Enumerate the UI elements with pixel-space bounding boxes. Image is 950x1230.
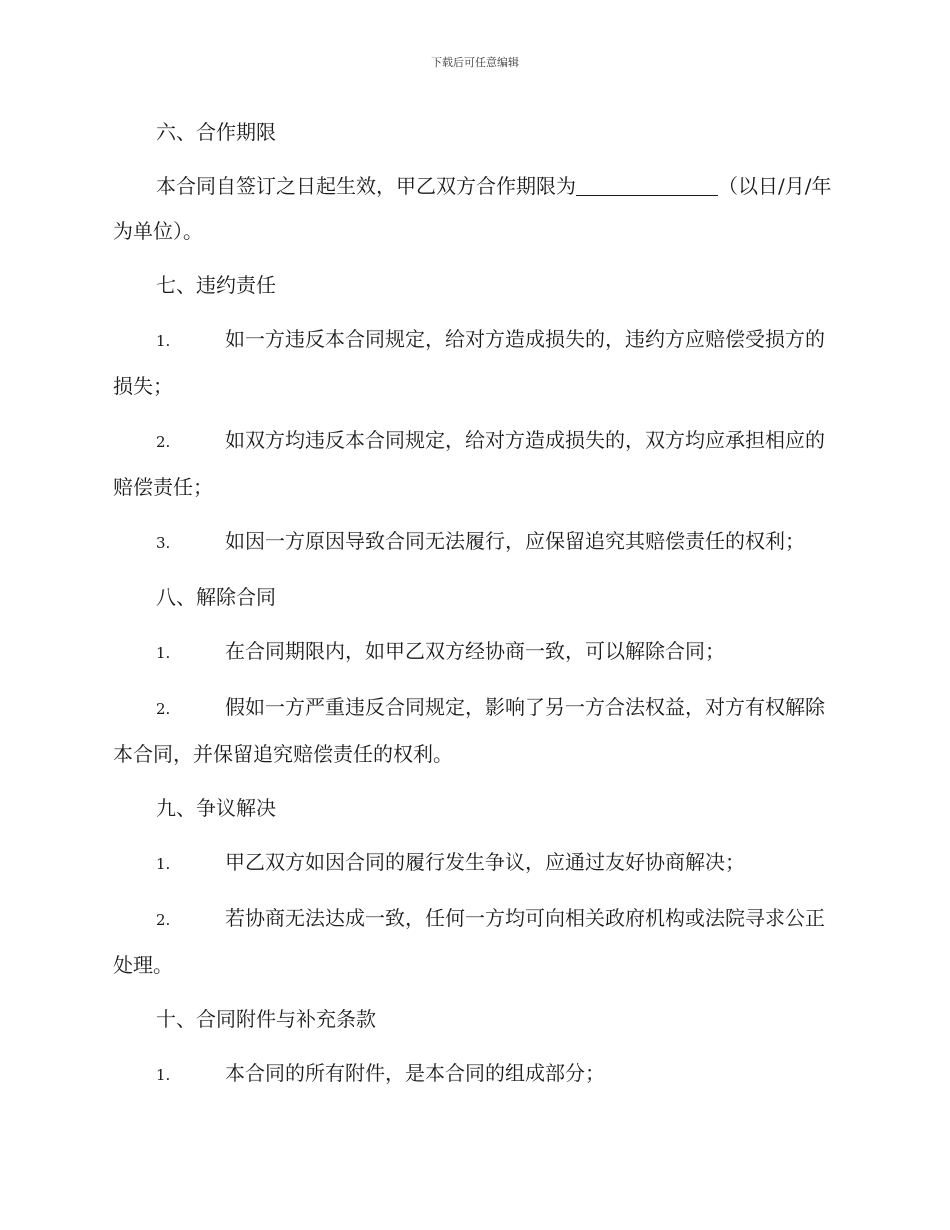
item-number: 3. (156, 534, 171, 552)
list-item (113, 418, 838, 510)
list-item (113, 317, 838, 409)
item-text: 本合同的所有附件，是本合同的组成部分； (225, 1061, 605, 1085)
item-number: 1. (156, 644, 171, 662)
list-item (113, 519, 838, 566)
section-heading-term: 六、合作期限 (156, 120, 276, 144)
document-body (113, 110, 838, 1107)
section-heading-breach: 七、违约责任 (156, 273, 276, 297)
list-item (113, 840, 838, 887)
item-text: 若协商无法达成一致，任何一方均可向相关政府机构或法院寻求公正处理。 (113, 906, 825, 977)
term-blank-field[interactable] (576, 175, 718, 196)
list-item (113, 896, 838, 988)
term-paragraph (113, 164, 838, 254)
page-header: 下载后可任意编辑 (431, 56, 519, 69)
item-text: 假如一方严重违反合同规定，影响了另一方合法权益，对方有权解除本合同，并保留追究赔偿责任的权利。 (113, 695, 825, 766)
item-text: 如双方均违反本合同规定，给对方造成损失的，双方均应承担相应的赔偿责任； (113, 428, 825, 499)
list-item (113, 629, 838, 676)
section-heading-dispute: 九、争议解决 (156, 796, 276, 820)
item-number: 2. (156, 700, 171, 718)
item-text: 如因一方原因导致合同无法履行，应保留追究其赔偿责任的权利； (225, 529, 805, 553)
item-text: 甲乙双方如因合同的履行发生争议，应通过友好协商解决； (225, 850, 745, 874)
item-number: 1. (156, 1066, 171, 1084)
item-text: 如一方违反本合同规定，给对方造成损失的，违约方应赔偿受损方的损失； (113, 327, 825, 398)
term-text-before: 本合同自签订之日起生效，甲乙双方合作期限为 (156, 174, 576, 198)
term-text-after: （以日/月/年为单位）。 (113, 174, 832, 243)
item-number: 2. (156, 911, 171, 929)
section-heading-annex: 十、合同附件与补充条款 (156, 1007, 376, 1031)
list-item (113, 1051, 838, 1098)
list-item (113, 685, 838, 777)
item-text: 在合同期限内，如甲乙双方经协商一致，可以解除合同； (225, 639, 725, 663)
section-heading-termination: 八、解除合同 (156, 585, 276, 609)
item-number: 1. (156, 332, 171, 350)
item-number: 2. (156, 433, 171, 451)
item-number: 1. (156, 855, 171, 873)
